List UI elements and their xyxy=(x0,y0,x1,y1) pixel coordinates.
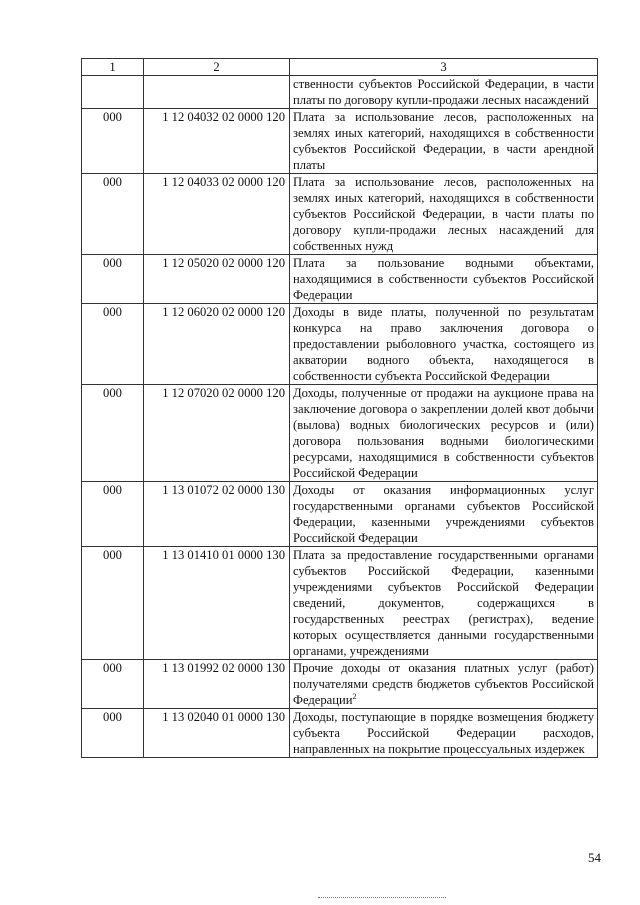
description-cell xyxy=(290,709,598,758)
footnote-marker: 2 xyxy=(352,691,357,701)
description-text: Плата за использование лесов, расположенных на землях иных категорий, находящихся в собственности субъектов Российской Федерации, в части платы по договору купли-продажи лесных насаждений для собственных нужд xyxy=(293,175,594,253)
table-row xyxy=(82,385,598,482)
description-cell: ственности субъектов Российской Федерации, в части платы по договору купли-продажи лесных насаждений xyxy=(290,76,598,109)
document-page xyxy=(81,58,597,758)
table-row xyxy=(82,709,598,758)
description-cell xyxy=(290,482,598,547)
budget-code-cell: 1 13 02040 01 0000 130 xyxy=(144,709,290,758)
description-text: Доходы, полученные от продажи на аукционе права на заключение договора о закреплении долей квот добычи (вылова) водных биологических ресурсов и (или) договора пользования водными биологическими ресурсами, находящимися в собственности субъектов Российской Федерации xyxy=(293,386,594,480)
footer-scan-mark xyxy=(318,897,446,899)
admin-code-cell: 000 xyxy=(82,109,144,174)
description-text: Доходы, поступающие в порядке возмещения бюджету субъекта Российской Федерации расходов, направленных на покрытие процессуальных издержек xyxy=(293,710,594,756)
admin-code-cell: 000 xyxy=(82,660,144,709)
admin-code-cell xyxy=(82,76,144,109)
table-row-continuation xyxy=(82,76,598,109)
budget-codes-table xyxy=(81,58,598,758)
table-row xyxy=(82,547,598,660)
column-header-3: 3 xyxy=(290,59,598,76)
budget-code-cell: 1 12 07020 02 0000 120 xyxy=(144,385,290,482)
table-row xyxy=(82,482,598,547)
description-text: Плата за пользование водными объектами, находящимися в собственности субъектов Российской Федерации xyxy=(293,256,594,302)
description-cell xyxy=(290,547,598,660)
table-header-row xyxy=(82,59,598,76)
table-row xyxy=(82,174,598,255)
table-row xyxy=(82,304,598,385)
description-text: Доходы от оказания информационных услуг государственными органами субъектов Российской Федерации, казенными учреждениями субъектов Российской Федерации xyxy=(293,483,594,545)
admin-code-cell: 000 xyxy=(82,709,144,758)
budget-code-cell: 1 13 01992 02 0000 130 xyxy=(144,660,290,709)
description-cell xyxy=(290,255,598,304)
admin-code-cell: 000 xyxy=(82,385,144,482)
column-header-1: 1 xyxy=(82,59,144,76)
admin-code-cell: 000 xyxy=(82,255,144,304)
description-cell xyxy=(290,109,598,174)
admin-code-cell: 000 xyxy=(82,304,144,385)
description-text: Доходы в виде платы, полученной по результатам конкурса на право заключения договора о предоставлении рыболовного участка, состоящего из акватории водного объекта, находящегося в собственности субъекта Российской Федерации xyxy=(293,305,594,383)
budget-code-cell: 1 12 04032 02 0000 120 xyxy=(144,109,290,174)
description-cell xyxy=(290,304,598,385)
budget-code-cell: 1 13 01072 02 0000 130 xyxy=(144,482,290,547)
budget-code-cell: 1 12 06020 02 0000 120 xyxy=(144,304,290,385)
budget-code-cell: 1 12 04033 02 0000 120 xyxy=(144,174,290,255)
page-number: 54 xyxy=(588,850,601,865)
description-cell xyxy=(290,660,598,709)
admin-code-cell: 000 xyxy=(82,482,144,547)
description-cell xyxy=(290,174,598,255)
admin-code-cell: 000 xyxy=(82,547,144,660)
budget-code-cell xyxy=(144,76,290,109)
table-row xyxy=(82,255,598,304)
table-row xyxy=(82,660,598,709)
description-text: Плата за предоставление государственными органами субъектов Российской Федерации, казенными учреждениями субъектов Российской Федерации сведений, документов, содержащихся в государственных реестрах (регистрах), ведение которых осуществляется данными государственными органами, учреждениями xyxy=(293,548,594,658)
budget-code-cell: 1 12 05020 02 0000 120 xyxy=(144,255,290,304)
column-header-2: 2 xyxy=(144,59,290,76)
budget-code-cell: 1 13 01410 01 0000 130 xyxy=(144,547,290,660)
description-text: Прочие доходы от оказания платных услуг (работ) получателями средств бюджетов субъектов Российской Федерации xyxy=(293,661,594,707)
description-text: Плата за использование лесов, расположенных на землях иных категорий, находящихся в собственности субъектов Российской Федерации, в части арендной платы xyxy=(293,110,594,172)
table-row xyxy=(82,109,598,174)
admin-code-cell: 000 xyxy=(82,174,144,255)
description-cell xyxy=(290,385,598,482)
